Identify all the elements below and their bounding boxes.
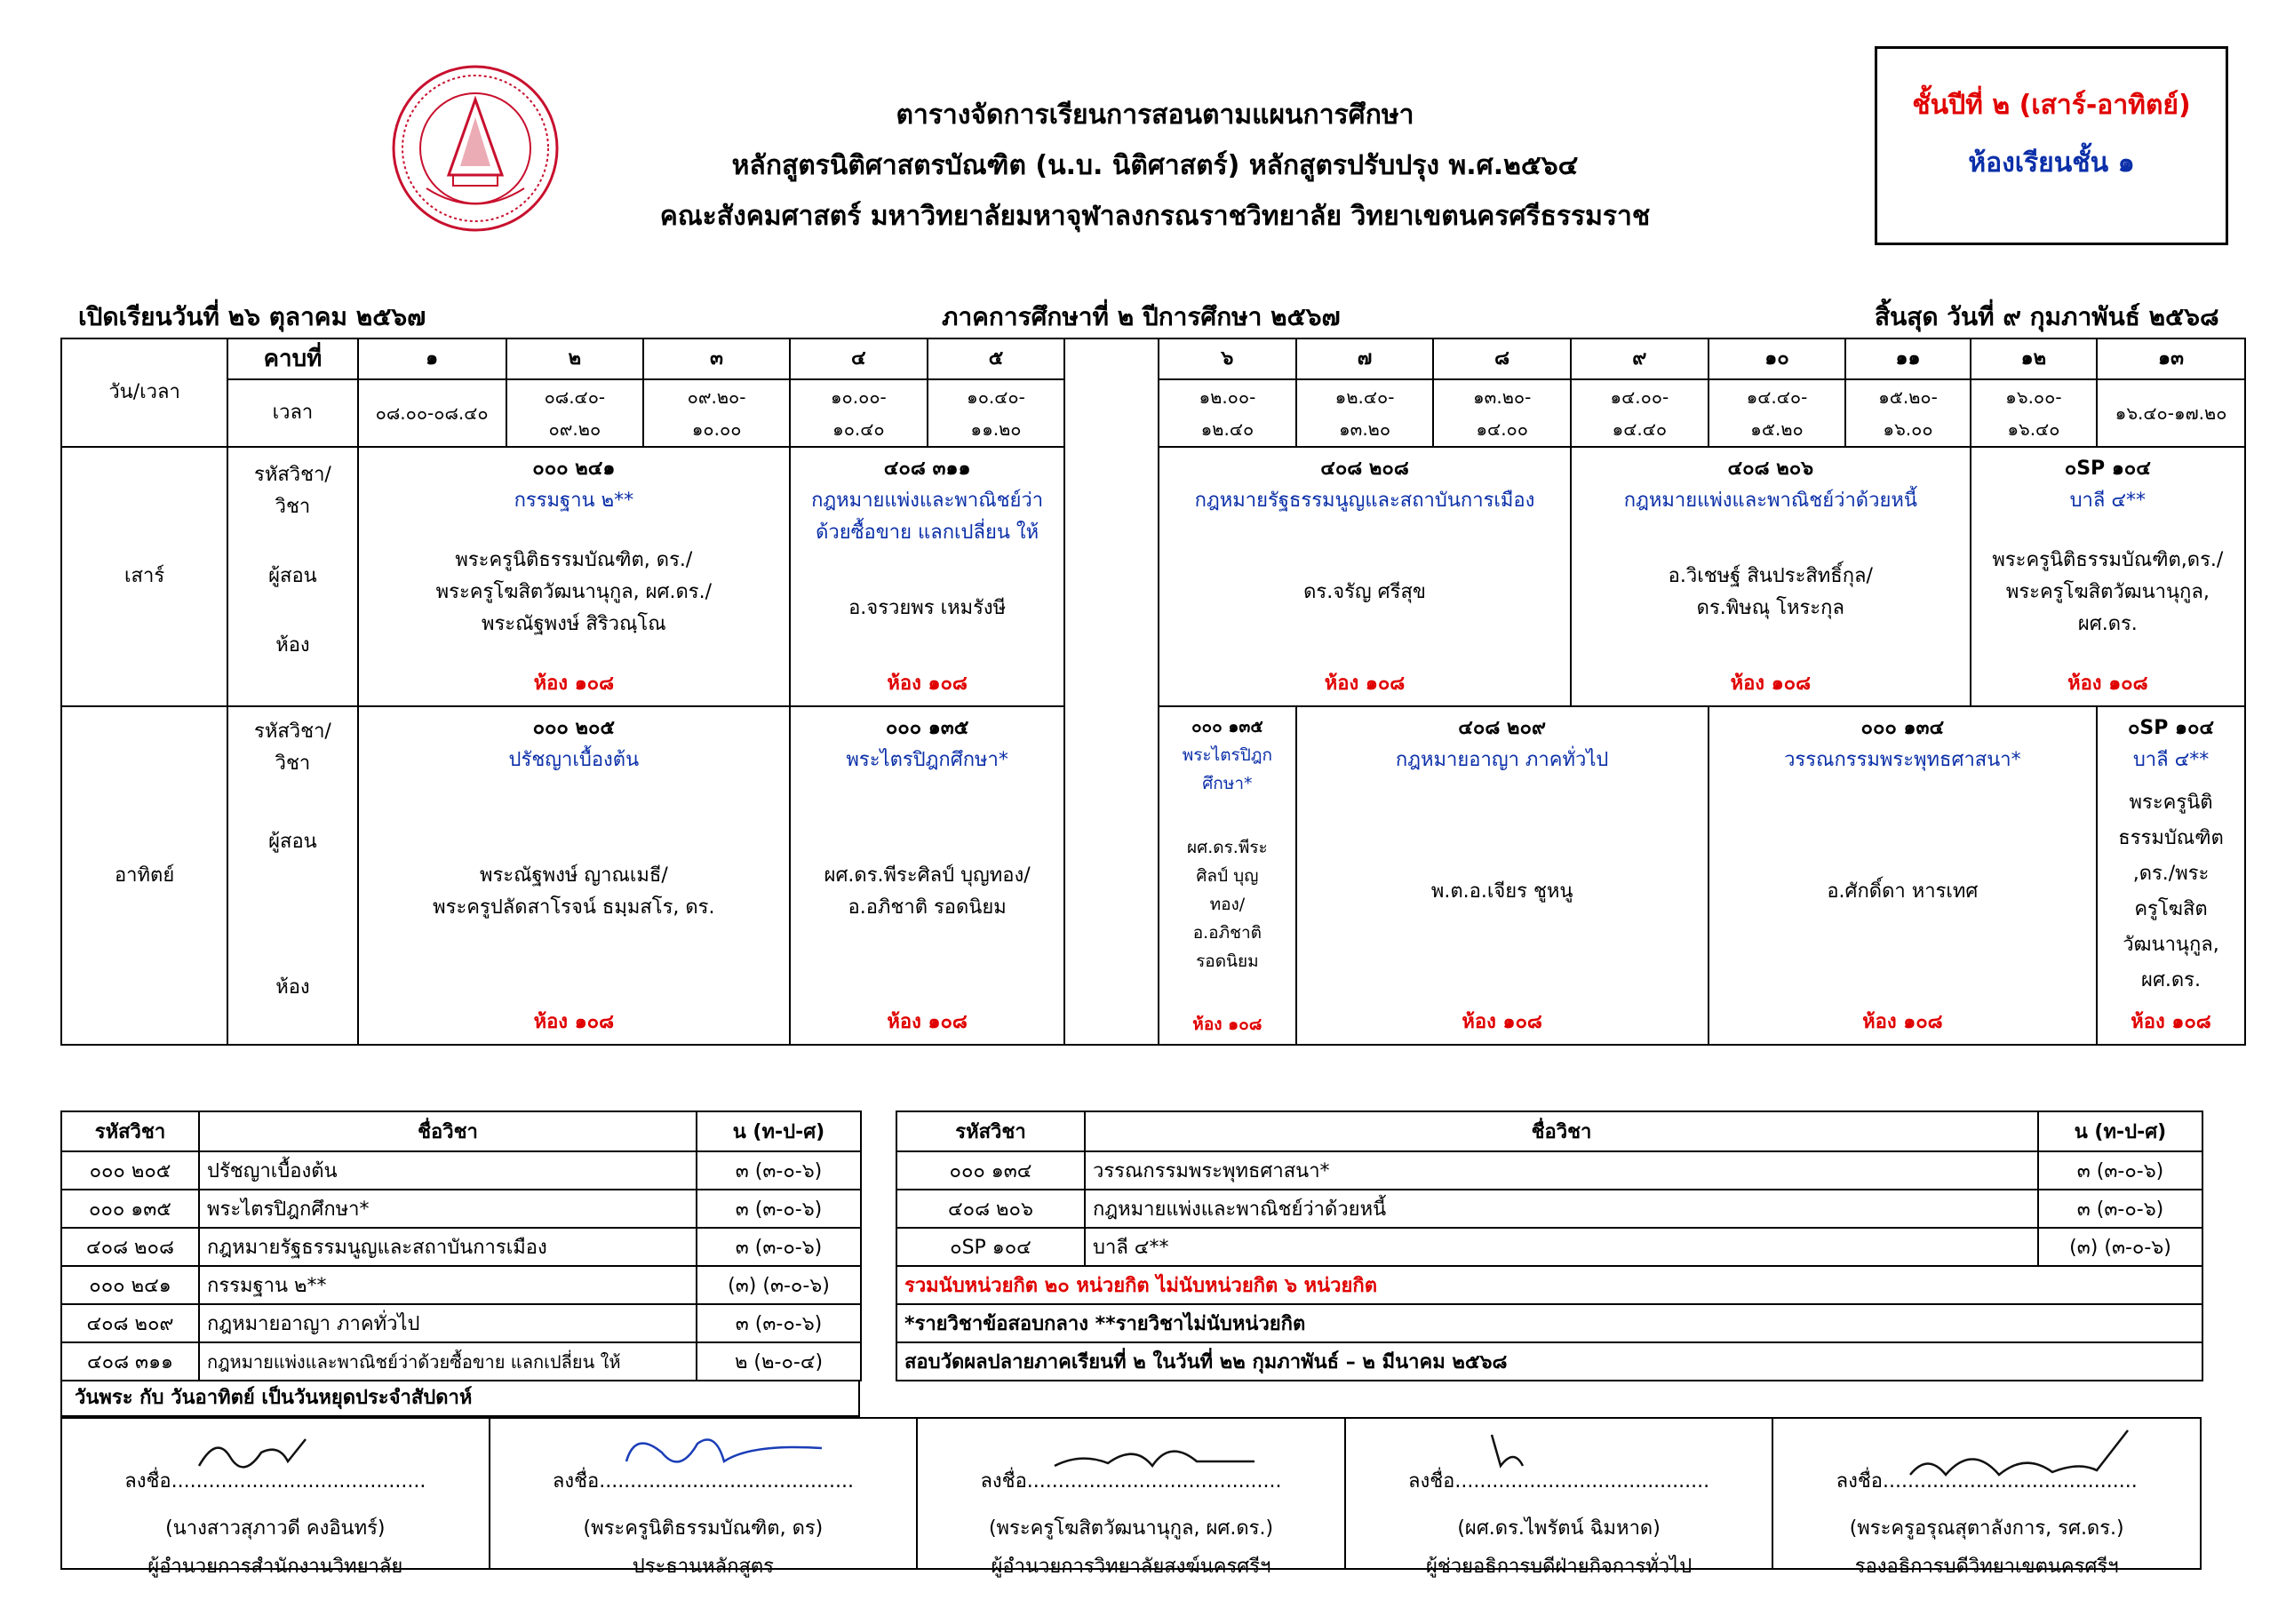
title-line-2: หลักสูตรนิติศาสตรบัณฑิต (น.บ. นิติศาสตร์) หลักสูตรปรับปรุง พ.ศ.๒๕๖๔	[731, 150, 1579, 181]
time-label: เวลา	[227, 379, 358, 447]
table-row: ๐๐๐ ๑๓๕ พระไตรปิฎกศึกษา* ๓ (๓-๐-๖)	[61, 1190, 861, 1228]
period-header: ๒	[506, 338, 644, 379]
handwritten-signature	[1474, 1426, 1545, 1479]
col-name: ชื่อวิชา	[199, 1111, 697, 1151]
row-labels: รหัสวิชา/ วิชา ผู้สอน ห้อง	[227, 706, 358, 1045]
period-header: ๑	[358, 338, 506, 379]
holiday-note: วันพระ กับ วันอาทิตย์ เป็นวันหยุดประจำสัปดาห์	[60, 1380, 860, 1417]
table-row: ๔๐๘ ๒๐๖ กฎหมายแพ่งและพาณิชย์ว่าด้วยหนี้ ๓ (๓-๐-๖)	[896, 1190, 2202, 1228]
period-header: ๔	[790, 338, 928, 379]
time-cell: ๐๘.๐๐-๐๘.๔๐	[358, 379, 506, 447]
table-row: ๔๐๘ ๓๑๑ กฎหมายแพ่งและพาณิชย์ว่าด้วยซื้อขาย แลกเปลี่ยน ให้ ๒ (๒-๐-๔)	[61, 1342, 861, 1381]
period-label: คาบที่	[227, 338, 358, 379]
period-header: ๑๐	[1709, 338, 1846, 379]
signature-3: ลงชื่อ......................................... (พระครูโฆสิตวัฒนานุกูล, ผศ.ดร.) ผู้อำนวยการวิทยาลัยสงฆ์นครศรีฯ	[918, 1419, 1346, 1568]
time-cell: ๑๔.๔๐- ๑๕.๒๐	[1709, 379, 1846, 447]
class-badge	[1875, 46, 2228, 245]
signature-4: ลงชื่อ......................................... (ผศ.ดร.ไพรัตน์ ฉิมหาด) ผู้ช่วยอธิการบดีฝ่ายกิจการทั่วไป	[1346, 1419, 1774, 1568]
class-cell: ๔๐๘ ๓๑๑ กฎหมายแพ่งและพาณิชย์ว่า ด้วยซื้อขาย แลกเปลี่ยน ให้ อ.จรวยพร เหมรังษี ห้อง ๑๐๘	[790, 447, 1064, 706]
table-row: ๐๐๐ ๑๓๔ วรรณกรรมพระพุทธศาสนา* ๓ (๓-๐-๖)	[896, 1151, 2202, 1190]
corner-label: วัน/เวลา	[61, 338, 227, 447]
course-table-left	[60, 1111, 862, 1381]
class-cell: ๔๐๘ ๒๐๘ กฎหมายรัฐธรรมนูญและสถาบันการเมือง ดร.จรัญ ศรีสุข ห้อง ๑๐๘	[1159, 447, 1571, 706]
lunch-gap	[1064, 338, 1159, 1045]
table-row: ๔๐๘ ๒๐๘ กฎหมายรัฐธรรมนูญและสถาบันการเมือง ๓ (๓-๐-๖)	[61, 1228, 861, 1266]
time-cell: ๐๙.๒๐- ๑๐.๐๐	[643, 379, 790, 447]
col-code: รหัสวิชา	[896, 1111, 1085, 1151]
exam-date: สอบวัดผลปลายภาคเรียนที่ ๒ ในวันที่ ๒๒ กุมภาพันธ์ – ๒ มีนาคม ๒๕๖๘	[896, 1342, 2202, 1381]
col-name: ชื่อวิชา	[1085, 1111, 2038, 1151]
signature-1: ลงชื่อ......................................... (นางสาวสุภาวดี คงอินทร์) ผู้อำนวยการสำนักงานวิทยาลัย	[62, 1419, 490, 1568]
table-row: ๐๐๐ ๒๔๑ กรรมฐาน ๒** (๓) (๓-๐-๖)	[61, 1266, 861, 1304]
period-header: ๘	[1433, 338, 1571, 379]
semester-label: ภาคการศึกษาที่ ๒ ปีการศึกษา ๒๕๖๗	[942, 302, 1341, 331]
col-credit: น (ท-ป-ศ)	[697, 1111, 861, 1151]
time-cell: ๑๐.๔๐- ๑๑.๒๐	[928, 379, 1065, 447]
badge-room: ห้องเรียนชั้น ๑	[1968, 147, 2135, 179]
day-saturday: เสาร์	[61, 447, 227, 706]
class-cell: ๐๐๐ ๑๓๕ พระไตรปิฎก ศึกษา* ผศ.ดร.พีระ ศิลป์ บุญ ทอง/ อ.อภิชาติ รอดนิยม ห้อง ๑๐๘	[1159, 706, 1296, 1045]
table-row: ๐SP ๑๐๔ บาลี ๔** (๓) (๓-๐-๖)	[896, 1228, 2202, 1266]
handwritten-signature	[190, 1426, 315, 1479]
time-cell: ๑๕.๒๐- ๑๖.๐๐	[1845, 379, 1970, 447]
period-header: ๑๒	[1971, 338, 2097, 379]
course-table-right	[896, 1111, 2203, 1381]
class-cell: ๐๐๐ ๑๓๕ พระไตรปิฎกศึกษา* ผศ.ดร.พีระศิลป์ บุญทอง/ อ.อภิชาติ รอดนิยม ห้อง ๑๐๘	[790, 706, 1064, 1045]
class-cell: ๔๐๘ ๒๐๙ กฎหมายอาญา ภาคทั่วไป พ.ต.อ.เจียร ชูหนู ห้อง ๑๐๘	[1296, 706, 1709, 1045]
class-cell: ๐๐๐ ๒๔๑ กรรมฐาน ๒** พระครูนิติธรรมบัณฑิต, ดร./ พระครูโฆสิตวัฒนานุกูล, ผศ.ดร./ พระณัฐพงษ์ สิริวณฺโณ ห้อง ๑๐๘	[358, 447, 790, 706]
class-cell: ๐๐๐ ๑๓๔ วรรณกรรมพระพุทธศาสนา* อ.ศักดิ์ดา หารเทศ ห้อง ๑๐๘	[1709, 706, 2097, 1045]
schedule-table	[60, 338, 2246, 1046]
time-cell: ๑๒.๐๐- ๑๒.๔๐	[1159, 379, 1296, 447]
class-cell: ๔๐๘ ๒๐๖ กฎหมายแพ่งและพาณิชย์ว่าด้วยหนี้ อ.วิเชษฐ์ สินประสิทธิ์กุล/ ดร.พิษณุ โหระกุล ห้อง ๑๐๘	[1571, 447, 1971, 706]
credit-total: รวมนับหน่วยกิต ๒๐ หน่วยกิต ไม่นับหน่วยกิต ๖ หน่วยกิต	[896, 1266, 2202, 1304]
time-cell: ๐๘.๔๐- ๐๙.๒๐	[506, 379, 644, 447]
table-row: ๐๐๐ ๒๐๕ ปรัชญาเบื้องต้น ๓ (๓-๐-๖)	[61, 1151, 861, 1190]
title-line-1: ตารางจัดการเรียนการสอนตามแผนการศึกษา	[896, 100, 1414, 131]
table-row: ๔๐๘ ๒๐๙ กฎหมายอาญา ภาคทั่วไป ๓ (๓-๐-๖)	[61, 1304, 861, 1342]
time-cell: ๑๐.๐๐- ๑๐.๔๐	[790, 379, 928, 447]
day-sunday: อาทิตย์	[61, 706, 227, 1045]
handwritten-signature	[617, 1426, 831, 1479]
badge-year: ชั้นปีที่ ๒ (เสาร์-อาทิตย์)	[1912, 90, 2191, 121]
time-cell: ๑๓.๒๐- ๑๔.๐๐	[1433, 379, 1571, 447]
end-date: สิ้นสุด วันที่ ๙ กุมภาพันธ์ ๒๕๖๘	[1875, 302, 2219, 331]
row-labels: รหัสวิชา/ วิชา ผู้สอน ห้อง	[227, 447, 358, 706]
period-header: ๗	[1296, 338, 1434, 379]
class-cell: ๐SP ๑๐๔ บาลี ๔** พระครูนิติ ธรรมบัณฑิต ,ดร./พระ ครูโฆสิต วัฒนานุกูล, ผศ.ดร. ห้อง ๑๐๘	[2097, 706, 2245, 1045]
period-header: ๑๑	[1845, 338, 1970, 379]
time-cell: ๑๖.๔๐-๑๗.๒๐	[2097, 379, 2245, 447]
period-header: ๖	[1159, 338, 1296, 379]
course-note: *รายวิชาข้อสอบกลาง **รายวิชาไม่นับหน่วยกิต	[896, 1304, 2202, 1342]
start-date: เปิดเรียนวันที่ ๒๖ ตุลาคม ๒๕๖๗	[78, 302, 426, 331]
handwritten-signature	[1046, 1426, 1259, 1479]
period-header: ๕	[928, 338, 1065, 379]
class-cell: ๐๐๐ ๒๐๕ ปรัชญาเบื้องต้น พระณัฐพงษ์ ญาณเมธี/ พระครูปลัดสาโรจน์ ธมฺมสโร, ดร. ห้อง ๑๐๘	[358, 706, 790, 1045]
signature-block	[60, 1417, 2202, 1578]
time-cell: ๑๖.๐๐- ๑๖.๔๐	[1971, 379, 2097, 447]
period-header: ๓	[643, 338, 790, 379]
time-cell: ๑๔.๐๐- ๑๔.๔๐	[1571, 379, 1709, 447]
col-code: รหัสวิชา	[61, 1111, 199, 1151]
col-credit: น (ท-ป-ศ)	[2038, 1111, 2202, 1151]
period-header: ๙	[1571, 338, 1709, 379]
title-line-3: คณะสังคมศาสตร์ มหาวิทยาลัยมหาจุฬาลงกรณราชวิทยาลัย วิทยาเขตนครศรีธรรมราช	[659, 201, 1651, 232]
period-header: ๑๓	[2097, 338, 2245, 379]
class-cell: ๐SP ๑๐๔ บาลี ๔** พระครูนิติธรรมบัณฑิต,ดร./ พระครูโฆสิตวัฒนานุกูล, ผศ.ดร. ห้อง ๑๐๘	[1971, 447, 2245, 706]
time-cell: ๑๒.๔๐- ๑๓.๒๐	[1296, 379, 1434, 447]
handwritten-signature	[1901, 1426, 2132, 1488]
signature-2: ลงชื่อ......................................... (พระครูนิติธรรมบัณฑิต, ดร) ประธานหลักสูตร	[490, 1419, 919, 1568]
signature-5: ลงชื่อ......................................... (พระครูอรุณสุตาลังการ, รศ.ดร.) รองอธิการบดีวิทยาเขตนครศรีฯ	[1773, 1419, 2200, 1568]
